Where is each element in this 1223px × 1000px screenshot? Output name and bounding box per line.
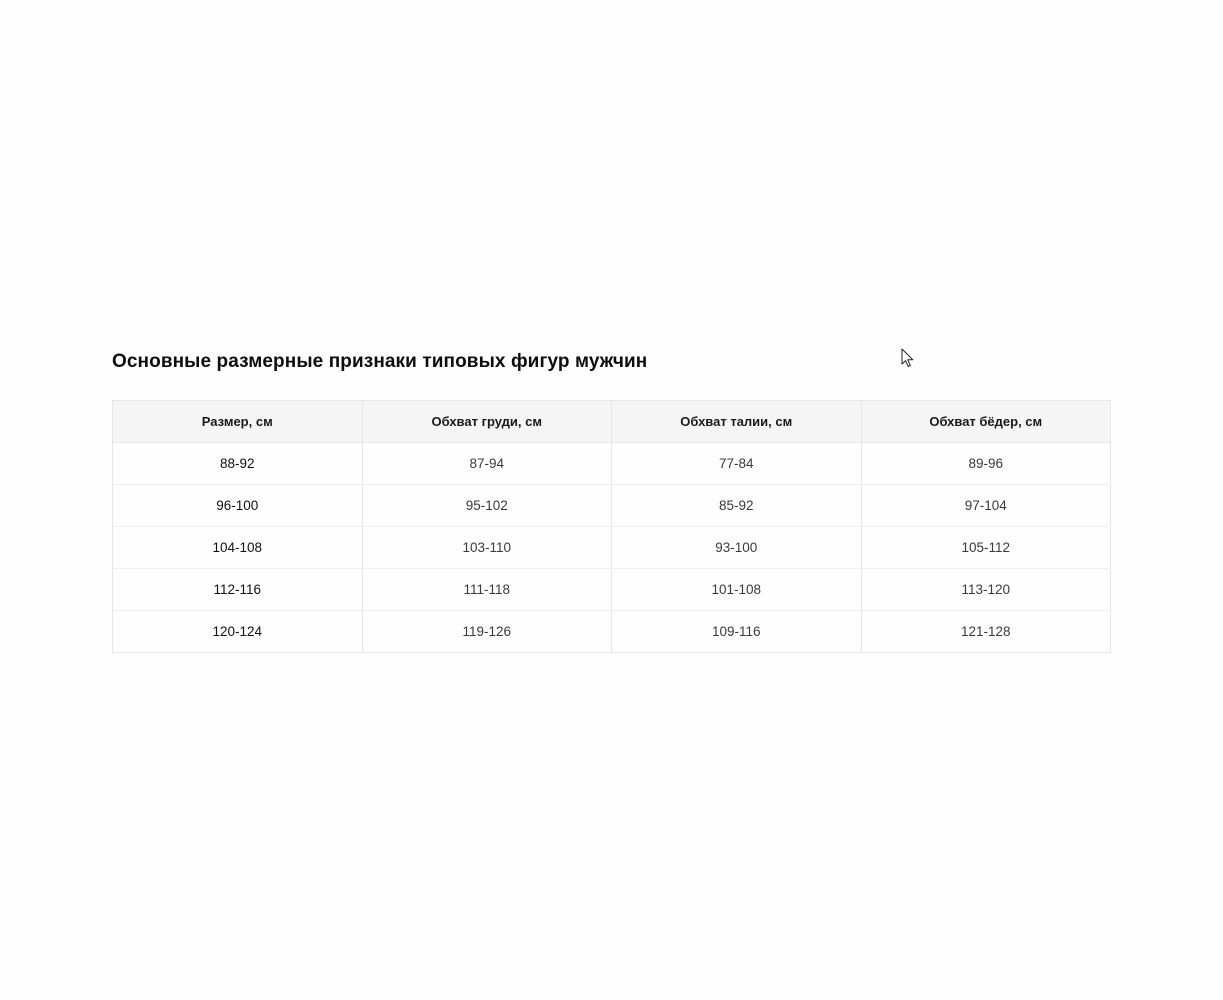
size-cell: 96-100 [113, 485, 363, 527]
waist-cell: 101-108 [612, 569, 862, 611]
size-cell: 104-108 [113, 527, 363, 569]
hips-cell: 113-120 [861, 569, 1111, 611]
chest-cell: 111-118 [362, 569, 612, 611]
waist-cell: 77-84 [612, 443, 862, 485]
waist-cell: 93-100 [612, 527, 862, 569]
table-row [113, 443, 1111, 485]
size-cell: 88-92 [113, 443, 363, 485]
table-row [113, 485, 1111, 527]
hips-cell: 105-112 [861, 527, 1111, 569]
table-row [113, 611, 1111, 653]
size-chart-table [112, 400, 1111, 653]
chest-cell: 87-94 [362, 443, 612, 485]
table-row [113, 569, 1111, 611]
column-header-waist: Обхват талии, см [612, 401, 862, 443]
hips-cell: 97-104 [861, 485, 1111, 527]
waist-cell: 85-92 [612, 485, 862, 527]
page-title: Основные размерные признаки типовых фигур мужчин [112, 351, 648, 372]
size-cell: 112-116 [113, 569, 363, 611]
column-header-size: Размер, см [113, 401, 363, 443]
size-cell: 120-124 [113, 611, 363, 653]
chest-cell: 119-126 [362, 611, 612, 653]
column-header-hips: Обхват бёдер, см [861, 401, 1111, 443]
hips-cell: 89-96 [861, 443, 1111, 485]
waist-cell: 109-116 [612, 611, 862, 653]
table-header-row [113, 401, 1111, 443]
chest-cell: 103-110 [362, 527, 612, 569]
hips-cell: 121-128 [861, 611, 1111, 653]
chest-cell: 95-102 [362, 485, 612, 527]
mouse-pointer-icon [901, 348, 915, 368]
column-header-chest: Обхват груди, см [362, 401, 612, 443]
table-row [113, 527, 1111, 569]
